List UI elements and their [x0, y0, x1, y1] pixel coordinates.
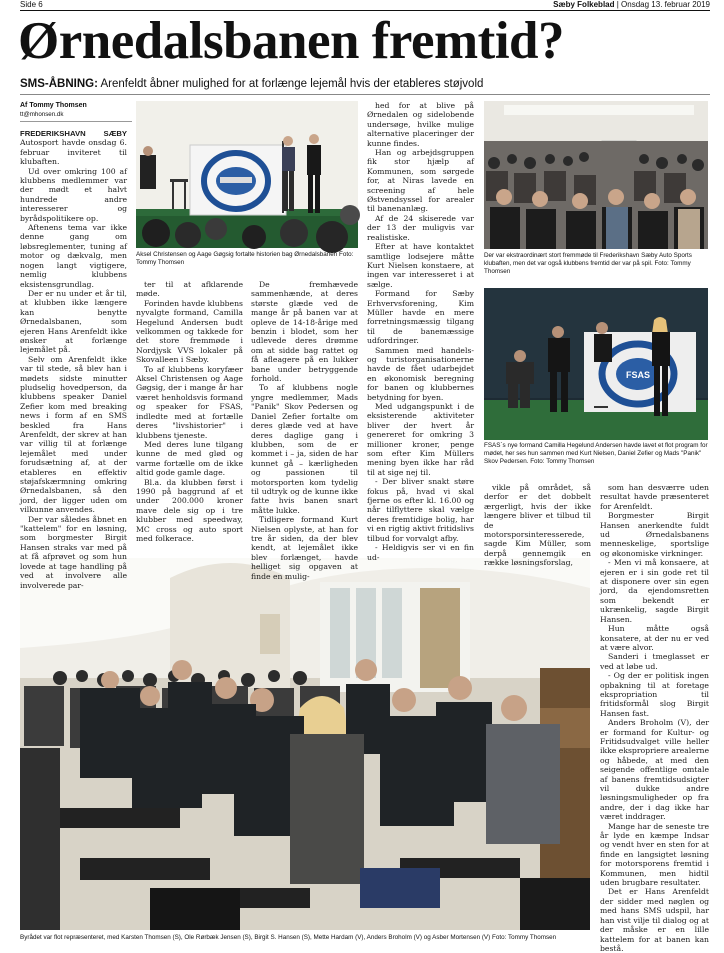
subheadline	[20, 77, 710, 91]
issue-date: Onsdag 13. februar 2019	[621, 0, 710, 9]
paragraph-text: Autosport havde onsdag 6. februar inviteret til klubaften.	[20, 138, 127, 167]
article-paragraph	[20, 129, 127, 167]
paragraph-text: Forinden havde klubbens nyvalgte formand, Camilla Hegelund Andersen budt velkommen og takkede for det store fremmøde i Nordjysk VVS lokaler på Skovalleen i Sæby.	[136, 298, 243, 365]
article-paragraph	[367, 346, 474, 402]
photo-caption: FSAS´s nye formand Camilla Hegelund Andersen havde lavet et flot program for mødet, her ses hun sammen med Kurt Nielsen, Daniel Zefier og Mads "Panik" Skov Pedersen. Foto: Tommy Thomsen	[484, 442, 708, 465]
publication-name: Sæby Folkeblad	[553, 0, 615, 9]
paragraph-text: De fremhævede sammenhænde, at deres største glæde ved de mange år på banen var at opleve de 14-18-årige med benzin i blodet, som her udlevede deres drømme om at sidde bag rattet og få afleagere på en lukker bane under betryggende forhold.	[251, 280, 358, 384]
publication-line: Sæby Folkeblad | Onsdag 13. februar 2019	[553, 0, 710, 9]
article-paragraph	[600, 624, 709, 652]
article-paragraph	[136, 365, 243, 440]
paragraph-text: vikle på området, så derfor er det dobbelt ærgerligt, hvis der ikke længere bliver et tilbud til de motorsporsinteresserede, sagde Kim Müller, som derpå gennemgik en række løsningsforslag,	[484, 483, 591, 568]
paragraph-text: hed for at blive på Ørnedalen og sidelobende undersøge, hvilke mulige alternative placeringer der kunne findes.	[367, 101, 474, 148]
paragraph-text: Sammen med handels- og turistorganisationerne havde de fået udarbejdet en økonomisk beregning for banen og klubbernes betydning for byen.	[367, 345, 474, 402]
article-paragraph	[367, 148, 474, 214]
article-paragraph	[367, 101, 474, 148]
paragraph-text: Selv om Arenfeldt ikke var til stede, så blev han i mødets sidste minutter pludselig hovedperson, da klubbens speaker Daniel Zefier kom med breaking news i form af en SMS beskled fra Hans Arenfeldt, der skrev at han var villig til at forlænge lejemålet med under forudsætning af, at der etableres en effektiv støjafskærmning omkring Ørnedalsbanen, så den jord, der ligger uden om vilkunne anvendes.	[20, 354, 127, 515]
byline	[20, 101, 132, 122]
paragraph-text: To af klubbens nogle yngre medlemmer, Mads "Panik" Skov Pedersen og Daniel Zefier fortalte om deres glæde ved at have deres daglige gang i klubben, som de er kommet i – ja, siden de har kunnet gå – kærligheden og passionen til motorsporten kom tydelig til udtryk og de kunne ikke fatte hvis banen snart måtte lukke.	[251, 383, 358, 515]
paragraph-text: Der er nu under et år til, at klubben ikke længere kan benytte Ørnedalsbanen, som ejeren Hans Arenfeldt ikke ønsker at forlænge lejemålet på.	[20, 288, 127, 355]
photo-council	[20, 558, 590, 930]
paragraph-text: - Der bliver snakt støre fokus på, hvad vi skal fjerne os efter kl. 16.00 og når tilflyttere skal vælge deres fremtidige bolig, har vi en rigtig aktivt fritidslivs tilbud for vorvalgt afby.	[367, 477, 474, 543]
paragraph-text: - Og der er politisk ingen opbakning til at foretage ekspropriation til fritidsformål slog Birgit Hansen fast.	[600, 671, 709, 718]
photo-caption: Aksel Christensen og Aage Gøgsig fortalte historien bag Ørnedalsbanen Foto: Tommy Thomsen	[136, 251, 354, 266]
paragraph-text: Han og arbejdsgruppen fik stor hjælp af Kommunen, som sørgede for, at Niras lavede en screening af hele Østvendsyssel for arealer til banenanlæg.	[367, 148, 474, 214]
page-number: Side 6	[20, 0, 43, 9]
article-paragraph	[367, 477, 474, 543]
paragraph-text: Formand for Sæby Erhvervsforening, Kim Müller havde en mere forretningsmæssig tilgang til de banemæssige udfordringer.	[367, 289, 474, 346]
article-paragraph	[600, 671, 709, 718]
article-paragraph	[600, 887, 709, 953]
paragraph-text: Ud over omkring 100 af klubbens medlemmer var der mødt et halvt hundrede andre interesserer og byrådspolitikere op.	[20, 166, 127, 223]
paragraph-text: Mange har de seneste tre år lyde en kæmpe Indsar og vendt hver en sten for at finde en langsigtet løsning for motorsporens fremtid i Kommunen, men hidtil uden brugbare resultater.	[600, 821, 709, 888]
paragraph-text: Bl.a. da klubben først i 1990 på baggrund af et under 200.000 kroner mave dele sig op i tre klubber med speedway, MC cross og auto sport med folkerace.	[136, 477, 243, 543]
author-name: Af Tommy Thomsen	[20, 102, 87, 109]
article-paragraph	[251, 280, 358, 383]
article-paragraph	[136, 299, 243, 365]
article-paragraph	[600, 718, 709, 821]
paragraph-text: Efter at have kontaktet samtlige lodsejere måtte Kurt Nielsen konstaere, at ingen var interesseret i at sælge.	[367, 242, 474, 289]
paragraph-text: - Heldigvis ser vi en fin ud-	[367, 543, 474, 562]
article-paragraph	[600, 558, 709, 624]
paragraph-text: Hun måtte også konsatere, at der nu er ved at være alvor.	[600, 624, 709, 652]
dateline: FREDERIKSHAVN SÆBY	[20, 129, 127, 138]
article-paragraph	[136, 478, 243, 544]
photo-chairman	[484, 288, 708, 440]
photo-crowd	[484, 101, 708, 249]
article-paragraph	[136, 280, 243, 299]
paragraph-text: ter til at afklarende møde.	[136, 280, 243, 299]
article-column-1	[20, 129, 127, 590]
photo-caption: Der var ekstraordinært stort fremmøde til Frederikshavn Sæby Auto Sports klubaften, men det var også klubbens fremtid der var på spil. Foto: Tommy Thomsen	[484, 252, 692, 275]
divider	[20, 94, 710, 95]
article-paragraph	[367, 402, 474, 477]
article-paragraph	[600, 511, 709, 558]
article-paragraph	[20, 515, 127, 590]
photo-speakers	[136, 101, 358, 248]
banner-text: FSAS	[625, 370, 651, 380]
paragraph-text: som han desværre uden resultat havde præsenteret for Arenfeldt.	[600, 483, 709, 511]
paragraph-text: Med udgangspunkt i de eksisterende aktiviteter bliver der hvert år genereret for omkring 3 millioner kroner, penge som efter Kim Müllers mening byen ikke har råd til at sige nej til.	[367, 402, 474, 477]
article-paragraph	[20, 167, 127, 223]
paragraph-text: Med deres lune tilgang kunne de med glød og varme fortælle om de ikke altid gode gamle dage.	[136, 439, 243, 478]
paragraph-text: Det er Hans Arenfeldt der sidder med nøglen og med hans SMS udspil, har han vist vilje til dialog og at der måske er en lille kattelem for at banen kan bestå.	[600, 887, 709, 953]
photo-caption: Byrådet var flot repræsenteret, med Karsten Thomsen (S), Ole Rørbæk Jensen (S), Birgit S. Hansen (S), Mette Hardam (V), Anders Broholm (V) og Asber Mortensen (V) Foto: Tommy Thomsen	[20, 934, 557, 941]
paragraph-text: Af de 24 skiserede var der 13 der muligvis var realistiske.	[367, 213, 474, 242]
paragraph-text: Tidligere formand Kurt Nielsen oplyste, at han for tre år siden, da der blev kendt, at lejemålet ikke blev forlænget, havde helliget sig opgaven at finde en mulig-	[251, 515, 358, 581]
article-paragraph	[484, 483, 591, 568]
article-paragraph	[367, 242, 474, 289]
article-paragraph	[600, 652, 709, 671]
article-paragraph	[600, 483, 709, 511]
article-paragraph	[20, 355, 127, 515]
article-paragraph	[251, 383, 358, 515]
article-paragraph	[20, 223, 127, 289]
article-column-6	[600, 483, 709, 953]
paragraph-text: Aftenens tema var ikke denne gang om løbsreglementer, tuning af motor og dækvalg, men nogen langt vigtigere, nemlig klubbens eksistensgrundlag.	[20, 223, 127, 289]
paragraph-text: To af klubbens koryfæer Aksel Christensen og Aage Gøgsig, der i mange år har været henholdsvis formand og speaker for FSAS, indledte med at fortælle deres "livshistorier" i klubbens tjeneste.	[136, 364, 243, 440]
article-column-4	[367, 101, 474, 562]
paragraph-text: Sanderi i tmeglasset er ved at løbe ud.	[600, 652, 709, 671]
article-paragraph	[600, 822, 709, 888]
article-paragraph	[20, 289, 127, 355]
article-column-5	[484, 483, 591, 568]
article-paragraph	[251, 515, 358, 581]
headline: Ørnedalsbanen fremtid?	[18, 12, 565, 70]
paragraph-text: Anders Broholm (V), der er formand for Kultur- og Fritidsudvalget ville heller ikke ekspropriere arealerne og håbede, at med den seigende offentlige omtale af banens fremtidsudsigter vil dukke andre løsningsmuligheder op fra andre, der i dag ikke har været inddrager.	[600, 718, 709, 822]
paragraph-text: Borgmester Birgit Hansen anerkendte fuldt ud Ørnedalsbanens menneskelige, sportslige og økonomiske virkninger.	[600, 511, 709, 558]
article-paragraph	[367, 289, 474, 345]
article-paragraph	[136, 440, 243, 478]
paragraph-text: - Men vi må konsaere, at ejeren er i sin gode ret til at disponere over sin egen jord, da ejendomsretten som bekendt er ukrænkelig, sagde Birgit Hansen.	[600, 558, 709, 624]
subheadline-text: Arenfeldt åbner mulighed for at forlænge lejemål hvis der etableres støjvold	[97, 78, 484, 90]
article-column-3	[251, 280, 358, 581]
article-paragraph	[367, 214, 474, 242]
article-paragraph	[367, 543, 474, 562]
author-email: tt@mhonsen.dk	[20, 110, 132, 122]
subheadline-lead: SMS-ÅBNING:	[20, 78, 98, 90]
article-column-2	[136, 280, 243, 555]
paragraph-text: Der var således åbnet en "kattelem" for en løsning, som borgmester Birgit Hansen straks var med på at få afprøvet og som hun lovede at tage handling på ved at involvere alle involverede par-	[20, 514, 127, 590]
